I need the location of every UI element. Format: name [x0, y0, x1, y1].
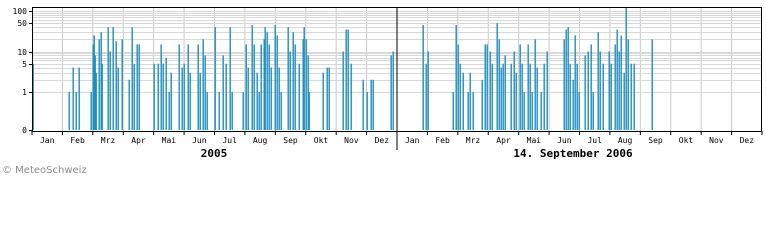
precipitation-bar: [492, 64, 493, 130]
precipitation-bar: [524, 92, 525, 130]
precipitation-bar: [482, 80, 483, 130]
month-label: Nov: [344, 136, 359, 145]
precipitation-bar: [281, 92, 282, 130]
precipitation-bar: [69, 92, 70, 130]
precipitation-bar: [261, 44, 262, 130]
month-label: Nov: [709, 136, 724, 145]
y-tick-label: 1: [22, 88, 27, 97]
precipitation-bar: [215, 27, 216, 130]
precipitation-bar: [499, 39, 500, 130]
precipitation-bar: [619, 52, 620, 131]
precipitation-bar: [163, 64, 164, 130]
precipitation-bar: [570, 64, 571, 130]
precipitation-bar: [295, 44, 296, 130]
precipitation-bar: [226, 64, 227, 130]
precipitation-bar: [110, 52, 111, 131]
precipitation-bar: [591, 44, 592, 130]
precipitation-bar: [487, 44, 488, 130]
precipitation-bar: [108, 27, 109, 130]
precipitation-bar: [423, 25, 424, 130]
precipitation-bar: [391, 55, 392, 130]
precipitation-bar: [304, 27, 305, 130]
precipitation-bar: [275, 25, 276, 130]
precipitation-bar: [511, 64, 512, 130]
month-label: Apr: [131, 136, 146, 145]
precipitation-bar: [522, 64, 523, 130]
precipitation-bar: [248, 68, 249, 130]
precipitation-bar: [323, 73, 324, 130]
month-label: Mai: [526, 136, 542, 145]
precipitation-bar: [73, 68, 74, 130]
precipitation-bar: [243, 92, 244, 130]
precipitation-bar: [329, 68, 330, 130]
precipitation-bar: [541, 92, 542, 130]
month-label: Dez: [739, 136, 755, 145]
precipitation-bar: [537, 68, 538, 130]
precipitation-bar: [252, 25, 253, 130]
y-tick-label: 0: [22, 126, 27, 135]
precipitation-bar: [428, 52, 429, 131]
precipitation-bar: [99, 39, 100, 130]
precipitation-bar: [501, 68, 502, 130]
precipitation-bar: [207, 92, 208, 130]
month-label: Jul: [587, 136, 602, 145]
month-label: Apr: [496, 136, 511, 145]
month-label: Sep: [648, 136, 663, 145]
precipitation-bar: [190, 73, 191, 130]
precipitation-bar: [343, 52, 344, 131]
precipitation-bar: [327, 68, 328, 130]
precipitation-bar: [299, 64, 300, 130]
precipitation-bar: [76, 92, 77, 130]
precipitation-bar: [265, 27, 266, 130]
precipitation-bar: [129, 80, 130, 130]
precipitation-bar: [631, 64, 632, 130]
precipitation-bar: [628, 39, 629, 130]
precipitation-bar: [505, 55, 506, 130]
precipitation-bar: [544, 64, 545, 130]
precipitation-bar: [96, 73, 97, 130]
precipitation-bar: [514, 52, 515, 131]
precipitation-bar: [122, 39, 123, 130]
precipitation-bar: [184, 64, 185, 130]
precipitation-bar: [593, 92, 594, 130]
precipitation-bar: [288, 27, 289, 130]
precipitation-bar: [134, 64, 135, 130]
precipitation-bar: [79, 68, 80, 130]
precipitation-bar: [621, 35, 622, 130]
precipitation-bar: [371, 80, 372, 130]
precipitation-bar: [246, 44, 247, 130]
precipitation-bar: [290, 52, 291, 131]
precipitation-bar: [116, 41, 117, 130]
precipitation-bar: [182, 68, 183, 130]
precipitation-bar: [564, 39, 565, 130]
month-label: Aug: [617, 136, 633, 145]
precipitation-bar: [463, 73, 464, 130]
precipitation-bar: [603, 64, 604, 130]
precipitation-bar: [137, 44, 138, 130]
month-label: Mrz: [465, 136, 481, 145]
precipitation-bar: [223, 55, 224, 130]
precipitation-bar: [626, 8, 627, 130]
y-tick-label: 100: [12, 7, 27, 16]
precipitation-bar: [293, 32, 294, 130]
month-label: Jul: [222, 136, 237, 145]
precipitation-bar: [426, 64, 427, 130]
precipitation-bar: [306, 39, 307, 130]
precipitation-bar: [530, 64, 531, 130]
precipitation-bar: [200, 73, 201, 130]
precipitation-bar: [611, 64, 612, 130]
precipitation-bar: [470, 73, 471, 130]
precipitation-bar: [271, 68, 272, 130]
precipitation-bar: [203, 39, 204, 130]
precipitation-bar: [171, 73, 172, 130]
y-tick-label: 10: [17, 48, 27, 57]
month-label: Jun: [557, 136, 572, 145]
precipitation-bar: [624, 73, 625, 130]
precipitation-bar: [652, 39, 653, 130]
precipitation-bar: [113, 27, 114, 130]
precipitation-bar: [205, 55, 206, 130]
precipitation-bar: [490, 52, 491, 131]
precipitation-bar: [634, 64, 635, 130]
month-label: Okt: [678, 136, 694, 145]
month-label: Sep: [283, 136, 298, 145]
precipitation-bar: [532, 92, 533, 130]
precipitation-bar: [132, 27, 133, 130]
precipitation-bar: [269, 44, 270, 130]
precipitation-bar: [600, 52, 601, 131]
precipitation-bar: [309, 92, 310, 130]
precipitation-bar: [254, 44, 255, 130]
precipitation-bar: [373, 80, 374, 130]
credit-text: © MeteoSchweiz: [2, 165, 87, 176]
month-label: Mai: [161, 136, 177, 145]
precipitation-bar: [458, 44, 459, 130]
precipitation-bar: [279, 68, 280, 130]
month-label: Dez: [374, 136, 390, 145]
y-axis-tick-labels: [13, 7, 28, 135]
precipitation-bar: [485, 44, 486, 130]
precipitation-bar: [453, 92, 454, 130]
precipitation-bar: [102, 64, 103, 130]
precipitation-bar: [535, 39, 536, 130]
precipitation-bar: [219, 92, 220, 130]
precipitation-bar: [118, 68, 119, 130]
precipitation-bar: [609, 52, 610, 131]
precipitation-bar: [346, 30, 347, 131]
precipitation-bar: [230, 27, 231, 130]
precipitation-bar: [179, 44, 180, 130]
precipitation-bar: [568, 27, 569, 130]
precipitation-bar: [257, 73, 258, 130]
precipitation-bar: [520, 44, 521, 130]
precipitation-bar: [91, 92, 92, 130]
precipitation-bar: [161, 44, 162, 130]
precipitation-bar: [566, 30, 567, 131]
precipitation-bar: [468, 92, 469, 130]
precipitation-bar: [277, 35, 278, 130]
precipitation-bar: [351, 64, 352, 130]
year-label-right: 14. September 2006: [513, 147, 633, 160]
precipitation-bar: [460, 64, 461, 130]
precipitation-bar: [573, 80, 574, 130]
precipitation-bar: [188, 44, 189, 130]
precipitation-bar: [367, 92, 368, 130]
precipitation-bar: [139, 44, 140, 130]
precipitation-bar: [503, 64, 504, 130]
month-label: Jun: [192, 136, 207, 145]
month-label: Jan: [39, 136, 55, 145]
precipitation-bar: [154, 64, 155, 130]
precipitation-bar: [166, 58, 167, 130]
precipitation-bar: [516, 73, 517, 130]
month-label: Feb: [435, 136, 450, 145]
precipitation-bar: [348, 30, 349, 131]
precipitation-bar: [598, 32, 599, 130]
precipitation-bar: [575, 35, 576, 130]
precipitation-bar: [456, 25, 457, 130]
precipitation-bar: [497, 23, 498, 130]
precipitation-bar: [169, 92, 170, 130]
precipitation-bar: [473, 92, 474, 130]
precipitation-bar: [528, 44, 529, 130]
year-label-left: 2005: [200, 147, 228, 160]
precipitation-bar: [363, 80, 364, 130]
month-label: Feb: [70, 136, 85, 145]
precipitation-bar: [577, 64, 578, 130]
y-tick-label: 50: [17, 19, 27, 28]
precipitation-bar: [158, 64, 159, 130]
month-label: Aug: [252, 136, 268, 145]
precipitation-bar: [547, 52, 548, 131]
month-label: Jan: [404, 136, 420, 145]
precipitation-bar: [198, 44, 199, 130]
precipitation-bar: [267, 32, 268, 130]
precipitation-bar: [259, 92, 260, 130]
precipitation-bar: [393, 52, 394, 131]
month-label: Mrz: [100, 136, 116, 145]
precipitation-bar: [232, 92, 233, 130]
y-tick-label: 5: [22, 60, 27, 69]
precipitation-bar: [585, 55, 586, 130]
precipitation-bar: [617, 30, 618, 131]
precipitation-bar: [579, 92, 580, 130]
precipitation-bar: [588, 52, 589, 131]
month-label: Okt: [313, 136, 329, 145]
precipitation-bar: [615, 44, 616, 130]
